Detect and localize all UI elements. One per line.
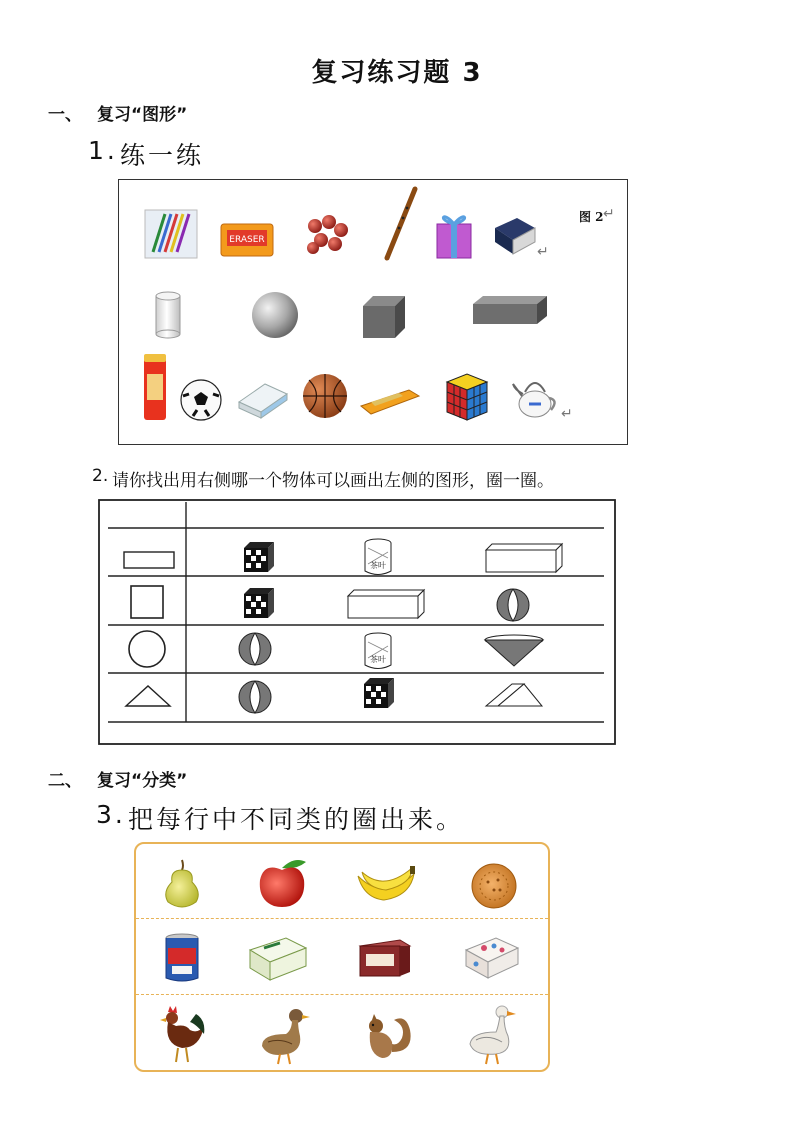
tea-box-icon — [246, 934, 310, 984]
tea-can-icon — [365, 633, 391, 669]
pencil-box-icon — [359, 386, 421, 418]
row-divider — [136, 918, 548, 919]
teapot-icon — [511, 374, 559, 422]
q2-table-frame — [99, 500, 615, 744]
return-mark: ↵ — [537, 244, 549, 260]
dice-cube-icon — [244, 588, 274, 618]
figure-label: 图 2 — [579, 210, 604, 224]
soccer-ball-icon — [179, 378, 223, 422]
ball-icon — [497, 589, 529, 621]
row-divider — [136, 994, 548, 995]
duck-icon — [258, 1006, 310, 1066]
cuboid-icon — [486, 544, 562, 572]
milk-powder-can-icon — [162, 932, 202, 984]
q3-classification-box — [134, 842, 550, 1072]
gift-box-icon — [433, 208, 475, 260]
soap-box-icon — [235, 380, 289, 420]
section-1-number: 一、 — [48, 105, 82, 125]
banana-icon — [354, 862, 418, 908]
cuboid-icon — [471, 294, 549, 328]
tea-can-label: 茶叶 — [370, 561, 386, 570]
q3-number: 3. — [96, 800, 126, 829]
marbles-icon — [305, 214, 351, 256]
book-icon — [491, 214, 537, 258]
rubiks-cube-icon — [445, 372, 489, 422]
section-2-number: 二、 — [48, 771, 82, 791]
colored-pencils-icon — [143, 204, 199, 262]
return-mark: ↵ — [603, 206, 615, 222]
dice-cube-icon — [364, 678, 394, 708]
q1-title: 练一练 — [120, 141, 205, 170]
q1-number: 1. — [88, 136, 118, 165]
cake-box-icon — [462, 934, 522, 982]
rooster-icon — [156, 1004, 208, 1066]
q3-instruction: 把每行中不同类的圈出来。 — [128, 805, 465, 834]
dice-cube-icon — [244, 542, 274, 572]
squirrel-icon — [362, 1012, 414, 1064]
tea-can-icon — [365, 539, 391, 575]
page-title: 复习练习题 3 — [311, 58, 483, 88]
return-mark: ↵ — [561, 406, 573, 422]
section-1-title: 复习“图形” — [97, 105, 188, 125]
q2-number: 2. — [92, 466, 109, 486]
tea-can-label: 茶叶 — [370, 655, 386, 664]
gift-box-icon — [356, 936, 414, 982]
section-2-title: 复习“分类” — [97, 771, 188, 791]
cylinder-icon — [153, 290, 183, 340]
q1-image-box — [118, 179, 628, 445]
goose-icon — [466, 1004, 522, 1066]
sphere-icon — [249, 290, 301, 340]
snack-can-icon — [141, 352, 169, 424]
basketball-icon — [301, 372, 349, 420]
q2-shape-table — [96, 498, 620, 746]
eraser-icon — [219, 220, 275, 260]
q2-instruction: 请你找出用右侧哪一个物体可以画出左侧的图形，圈一圈。 — [112, 471, 554, 491]
apple-icon — [254, 856, 310, 910]
cookie-icon — [470, 862, 518, 910]
flute-icon — [381, 186, 421, 262]
pear-icon — [160, 856, 204, 910]
cuboid-icon — [348, 590, 424, 618]
svg-text:ERASER: ERASER — [229, 235, 265, 245]
ball-icon — [239, 633, 271, 665]
cube-icon — [359, 294, 409, 340]
ball-icon — [239, 681, 271, 713]
